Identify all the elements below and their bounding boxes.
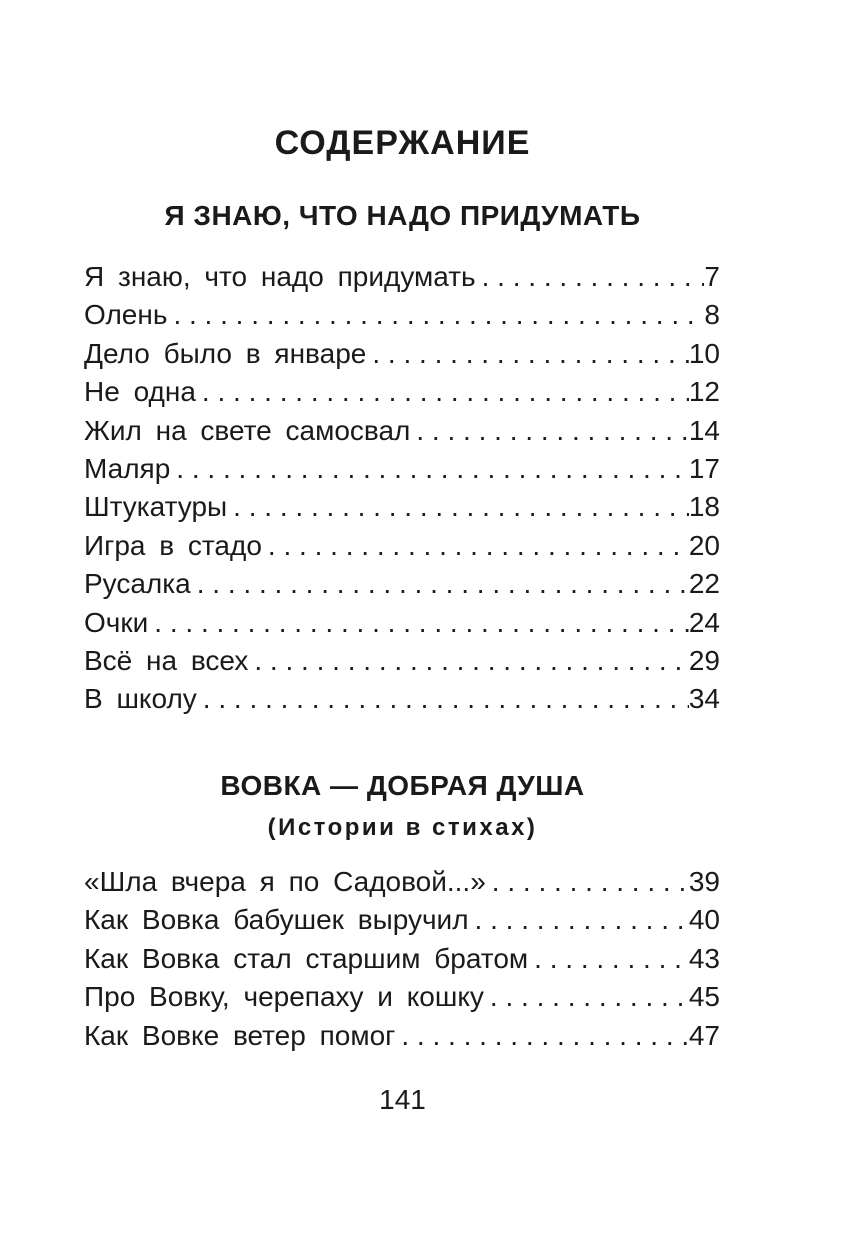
toc-entry-page: 22: [688, 568, 720, 600]
toc-entry-page: 17: [688, 452, 720, 484]
toc-entry-page: 45: [688, 981, 720, 1013]
toc-entry-title: Русалка: [84, 568, 191, 600]
toc-entry-page: 39: [688, 866, 720, 897]
toc-entry-title: «Шла вчера я по Садовой...»: [84, 866, 486, 897]
page-number: 141: [379, 1084, 426, 1115]
toc-entry-page: 8: [704, 299, 720, 331]
toc-entry[interactable]: [84, 1017, 720, 1055]
toc-entry-title: Я знаю, что надо придумать: [84, 261, 476, 292]
toc-entry-page: 40: [688, 904, 720, 936]
toc-entry[interactable]: [84, 642, 720, 680]
toc-entry-page: 18: [688, 491, 720, 523]
toc-entry-title: Всё на всех: [84, 644, 249, 676]
toc-leader-dots: [176, 450, 689, 488]
toc-entry-page: 20: [688, 529, 720, 561]
toc-leader-dots: [154, 604, 689, 642]
toc-entry[interactable]: [84, 258, 720, 296]
toc-entry-title: Штукатуры: [84, 491, 228, 523]
toc-entry[interactable]: [84, 527, 720, 565]
toc-entry-title: Олень: [84, 299, 168, 331]
section-heading-2: ВОВКА — ДОБРАЯ ДУША: [220, 770, 585, 801]
toc-entry-title: Очки: [84, 606, 149, 638]
toc-entry[interactable]: [84, 296, 720, 334]
toc-leader-dots: [197, 565, 689, 603]
toc-leader-dots: [233, 488, 689, 526]
toc-entry[interactable]: [84, 940, 720, 978]
toc-entry[interactable]: [84, 978, 720, 1016]
toc-entry[interactable]: [84, 373, 720, 411]
toc-list-section-2: [84, 863, 720, 1055]
toc-entry[interactable]: [84, 901, 720, 939]
toc-entry[interactable]: [84, 488, 720, 526]
toc-entry-page: 24: [688, 606, 720, 638]
toc-leader-dots: [401, 1017, 688, 1055]
toc-entry-page: 7: [704, 261, 720, 292]
toc-entry-title: Игра в стадо: [84, 529, 262, 561]
toc-entry-page: 47: [688, 1019, 720, 1051]
toc-entry-page: 29: [688, 644, 720, 676]
toc-list-section-1: [84, 258, 720, 719]
toc-leader-dots: [173, 296, 704, 334]
toc-entry[interactable]: [84, 863, 720, 901]
toc-entry-page: 43: [688, 942, 720, 974]
toc-entry[interactable]: [84, 604, 720, 642]
toc-entry[interactable]: [84, 565, 720, 603]
toc-entry-title: Про Вовку, черепаху и кошку: [84, 981, 484, 1013]
toc-entry-page: 34: [688, 683, 720, 715]
toc-entry-title: Не одна: [84, 376, 196, 408]
toc-leader-dots: [475, 901, 689, 939]
page-title: СОДЕРЖАНИЕ: [274, 124, 531, 162]
toc-leader-dots: [490, 978, 689, 1016]
toc-entry-page: 12: [688, 376, 720, 408]
toc-entry[interactable]: [84, 335, 720, 373]
toc-entry-title: Жил на свете самосвал: [84, 414, 411, 446]
toc-leader-dots: [203, 680, 689, 718]
toc-entry-page: 10: [688, 337, 720, 369]
toc-entry[interactable]: [84, 412, 720, 450]
toc-leader-dots: [534, 940, 689, 978]
section-heading-1: Я ЗНАЮ, ЧТО НАДО ПРИДУМАТЬ: [164, 200, 641, 231]
toc-entry-title: Маляр: [84, 452, 171, 484]
toc-leader-dots: [492, 863, 689, 901]
toc-entry-title: Как Вовке ветер помог: [84, 1019, 396, 1051]
toc-entry[interactable]: [84, 680, 720, 718]
toc-entry-title: Как Вовка стал старшим братом: [84, 942, 529, 974]
toc-entry-title: Как Вовка бабушек выручил: [84, 904, 469, 936]
toc-leader-dots: [268, 527, 689, 565]
toc-leader-dots: [202, 373, 689, 411]
toc-leader-dots: [416, 412, 688, 450]
toc-leader-dots: [482, 258, 705, 296]
toc-leader-dots: [254, 642, 688, 680]
toc-leader-dots: [372, 335, 689, 373]
toc-entry-title: Дело было в январе: [84, 337, 367, 369]
section-subheading: (Истории в стихах): [267, 814, 538, 841]
toc-entry-page: 14: [688, 414, 720, 446]
toc-entry[interactable]: [84, 450, 720, 488]
toc-entry-title: В школу: [84, 683, 197, 715]
